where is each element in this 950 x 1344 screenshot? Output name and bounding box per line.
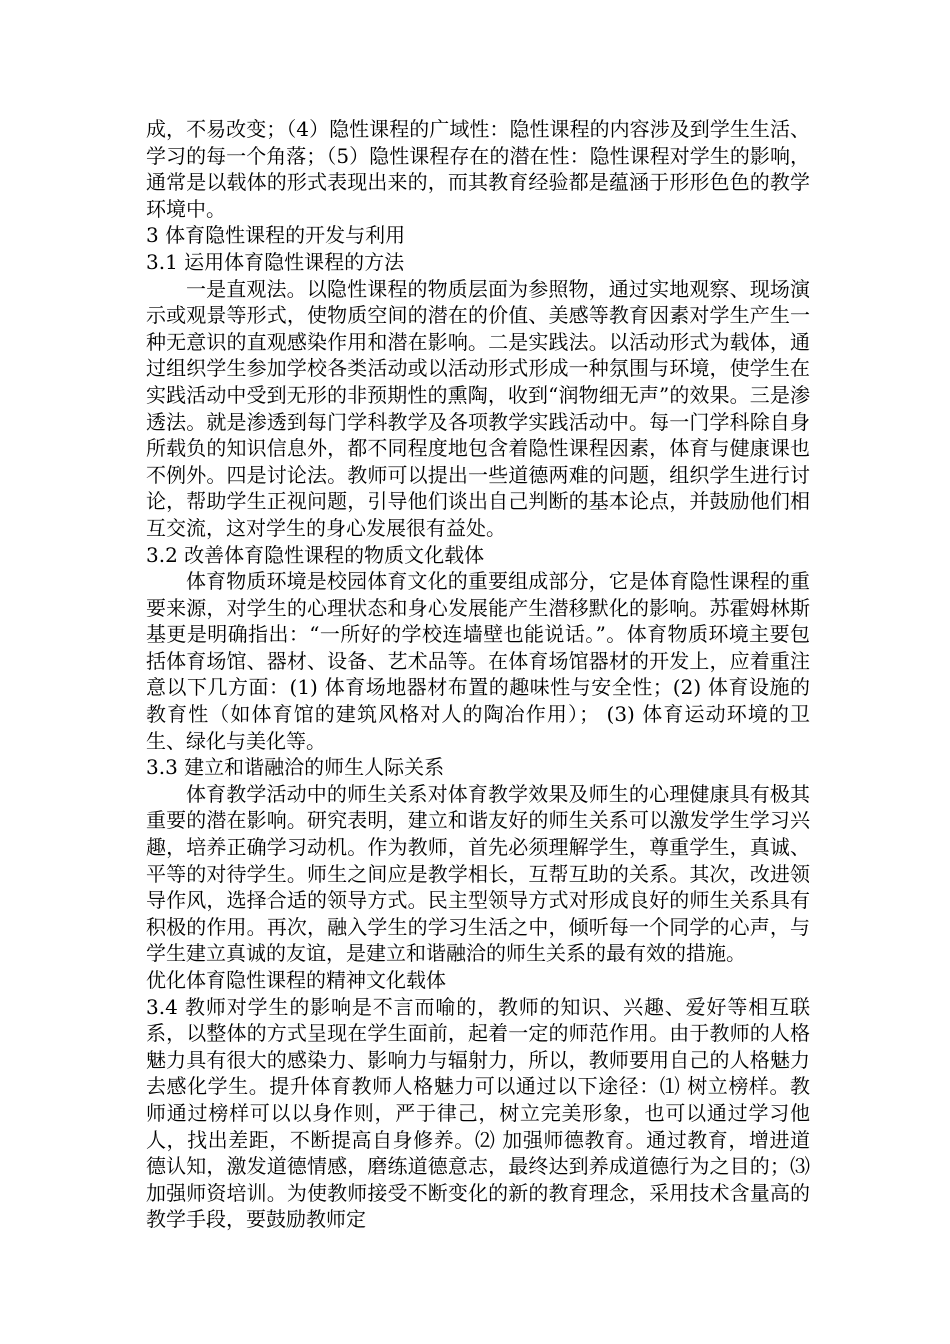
document-page <box>146 116 810 1233</box>
intro-paragraph: 成，不易改变；（4）隐性课程的广域性：隐性课程的内容涉及到学生生活、学习的每一个角落；（5）隐性课程存在的潜在性：隐性课程对学生的影响，通常是以载体的形式表现出来的，而其教育经验都是蕴涵于形形色色的教学环境中。 <box>146 117 810 221</box>
section-3-1-paragraph: 一是直观法。以隐性课程的物质层面为参照物，通过实地观察、现场演示或观景等形式，使物质空间的潜在的价值、美感等教育因素对学生产生一种无意识的直观感染作用和潜在影响。二是实践法。以活动形式为载体，通过组织学生参加学校各类活动或以活动形式形成一种氛围与环境，使学生在实践活动中受到无形的非预期性的熏陶，收到“润物细无声”的效果。三是渗透法。就是渗透到每门学科教学及各项教学实践活动中。每一门学科除自身所载负的知识信息外，都不同程度地包含着隐性课程因素，体育与健康课也不例外。四是讨论法。教师可以提出一些道德两难的问题，组织学生进行讨论，帮助学生正视问题，引导他们谈出自己判断的基本论点，并鼓励他们相互交流，这对学生的身心发展很有益处。 <box>146 276 810 540</box>
section-3-1-heading: 3.1 运用体育隐性课程的方法 <box>146 249 405 274</box>
section-3-4-paragraph: 3.4 教师对学生的影响是不言而喻的，教师的知识、兴趣、爱好等相互联系，以整体的方式呈现在学生面前，起着一定的师范作用。由于教师的人格魅力具有很大的感染力、影响力与辐射力，所以，教师要用自己的人格魅力去感化学生。提升体育教师人格魅力可以通过以下途径：⑴ 树立榜样。教师通过榜样可以以身作则，严于律己，树立完美形象，也可以通过学习他人，找出差距，不断提高自身修养。⑵ 加强师德教育。通过教育，增进道德认知，激发道德情感，磨练道德意志，最终达到养成道德行为之目的；⑶加强师资培训。为使教师接受不断变化的新的教育理念，采用技术含量高的教学手段，要鼓励教师定 <box>146 994 810 1232</box>
section-3-heading: 3 体育隐性课程的开发与利用 <box>146 223 406 248</box>
section-3-3-heading: 3.3 建立和谐融洽的师生人际关系 <box>146 755 445 780</box>
section-3-3-paragraph: 体育教学活动中的师生关系对体育教学效果及师生的心理健康具有极其重要的潜在影响。研究表明，建立和谐友好的师生关系可以激发学生学习兴趣，培养正确学习动机。作为教师，首先必须理解学生，尊重学生，真诚、平等的对待学生。师生之间应是教学相长，互帮互助的关系。其次，改进领导作风，选择合适的领导方式。民主型领导方式对形成良好的师生关系具有积极的作用。再次，融入学生的学习生活之中，倾听每一个同学的心声，与学生建立真诚的友谊，是建立和谐融洽的师生关系的最有效的措施。 <box>146 781 810 966</box>
section-3-2-heading: 3.2 改善体育隐性课程的物质文化载体 <box>146 542 485 567</box>
section-3-2-paragraph: 体育物质环境是校园体育文化的重要组成部分，它是体育隐性课程的重要来源，对学生的心理状态和身心发展能产生潜移默化的影响。苏霍姆林斯基更是明确指出：“一所好的学校连墙壁也能说话。”。体育物质环境主要包括体育场馆、器材、设备、艺术品等。在体育场馆器材的开发上，应着重注意以下几方面：(1) 体育场地器材布置的趣味性与安全性；(2) 体育设施的教育性（如体育馆的建筑风格对人的陶冶作用）； (3) 体育运动环境的卫生、绿化与美化等。 <box>146 569 810 753</box>
section-3-4-heading: 优化体育隐性课程的精神文化载体 <box>146 968 446 992</box>
